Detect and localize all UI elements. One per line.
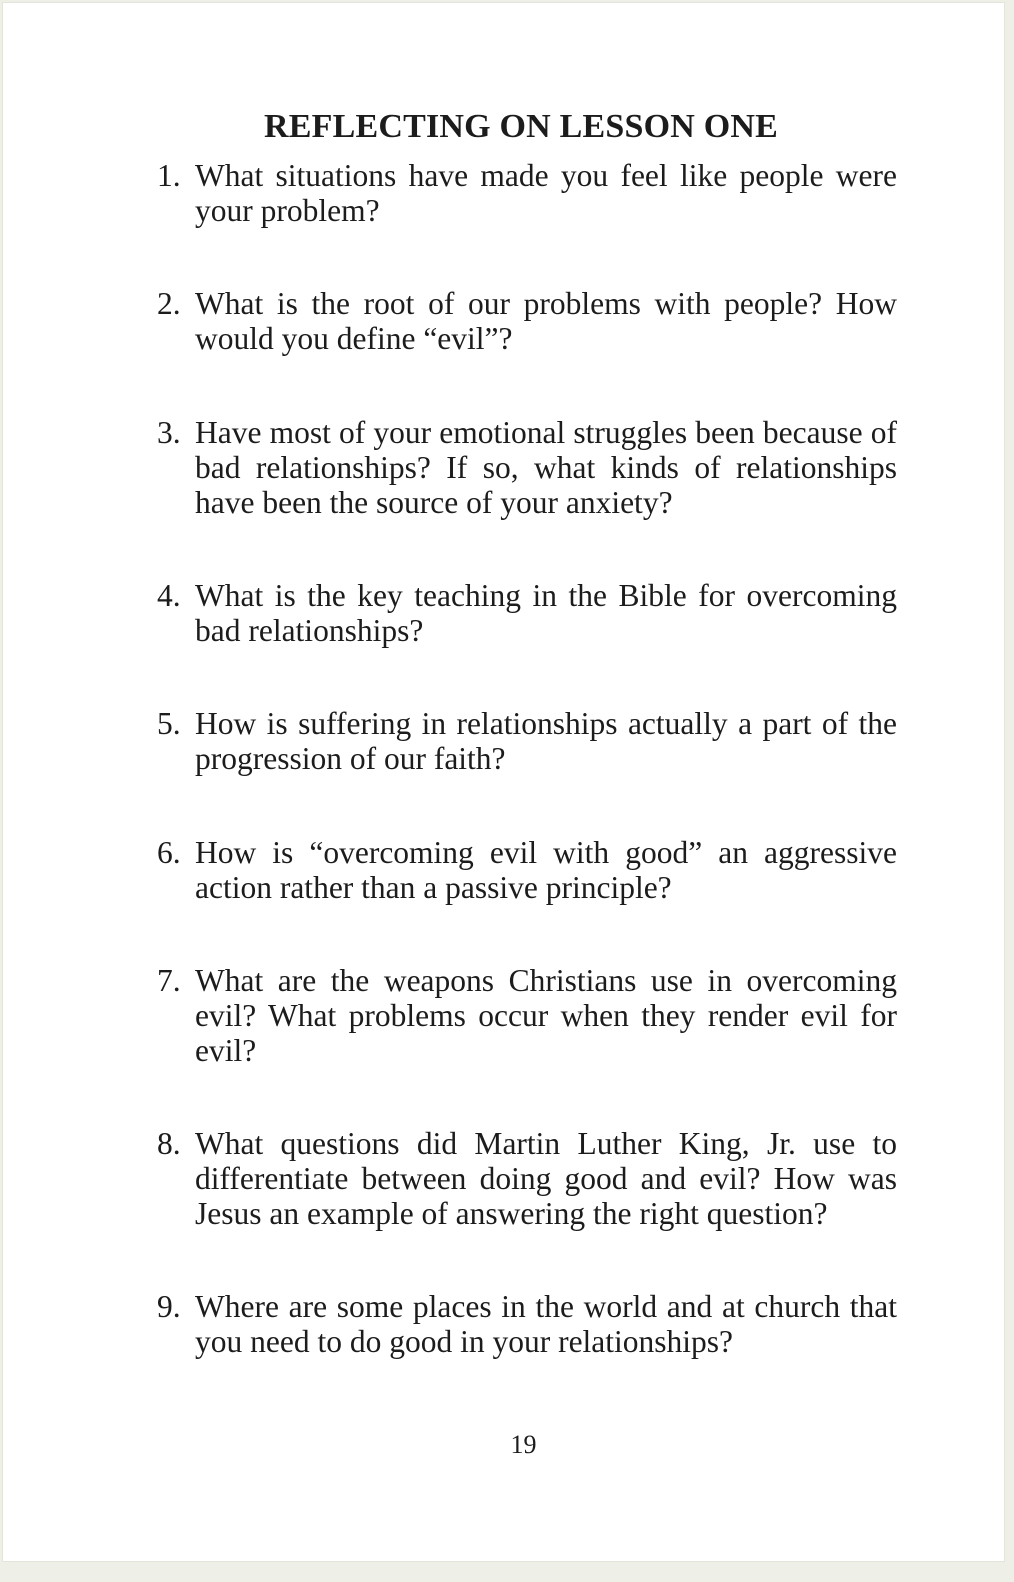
question-text: Have most of your emotional struggles been because of bad relationships? If so, what kinds of relationships have been the source of your anxiety? bbox=[195, 415, 897, 520]
question-number: 8. bbox=[157, 1126, 181, 1161]
question-text: What is the root of our problems with people? How would you define “evil”? bbox=[195, 286, 897, 356]
question-item bbox=[157, 1126, 897, 1231]
question-item bbox=[157, 835, 897, 905]
question-item bbox=[157, 286, 897, 356]
question-item bbox=[157, 963, 897, 1068]
page-content bbox=[157, 103, 897, 1359]
question-item bbox=[157, 578, 897, 648]
question-number: 5. bbox=[157, 706, 181, 741]
question-item bbox=[157, 158, 897, 228]
question-number: 9. bbox=[157, 1289, 181, 1324]
question-text: How is suffering in relationships actually a part of the progression of our faith? bbox=[195, 706, 897, 776]
question-item bbox=[157, 706, 897, 776]
question-number: 3. bbox=[157, 415, 181, 450]
question-text: What are the weapons Christians use in overcoming evil? What problems occur when they render evil for evil? bbox=[195, 963, 897, 1068]
question-item bbox=[157, 1289, 897, 1359]
question-text: What situations have made you feel like people were your problem? bbox=[195, 158, 897, 228]
page-heading: REFLECTING ON LESSON ONE bbox=[264, 108, 778, 145]
page-number: 19 bbox=[510, 1430, 537, 1459]
question-item bbox=[157, 415, 897, 520]
question-number: 7. bbox=[157, 963, 181, 998]
question-text: What is the key teaching in the Bible for overcoming bad relationships? bbox=[195, 578, 897, 648]
question-number: 2. bbox=[157, 286, 181, 321]
question-number: 6. bbox=[157, 835, 181, 870]
question-number: 4. bbox=[157, 578, 181, 613]
question-text: How is “overcoming evil with good” an aggressive action rather than a passive principle? bbox=[195, 835, 897, 905]
question-text: Where are some places in the world and at church that you need to do good in your relationships? bbox=[195, 1289, 897, 1359]
question-list bbox=[157, 158, 897, 1359]
book-page bbox=[2, 2, 1005, 1562]
question-text: What questions did Martin Luther King, Jr. use to differentiate between doing good and evil? How was Jesus an example of answering the right question? bbox=[195, 1126, 897, 1231]
question-number: 1. bbox=[157, 158, 181, 193]
